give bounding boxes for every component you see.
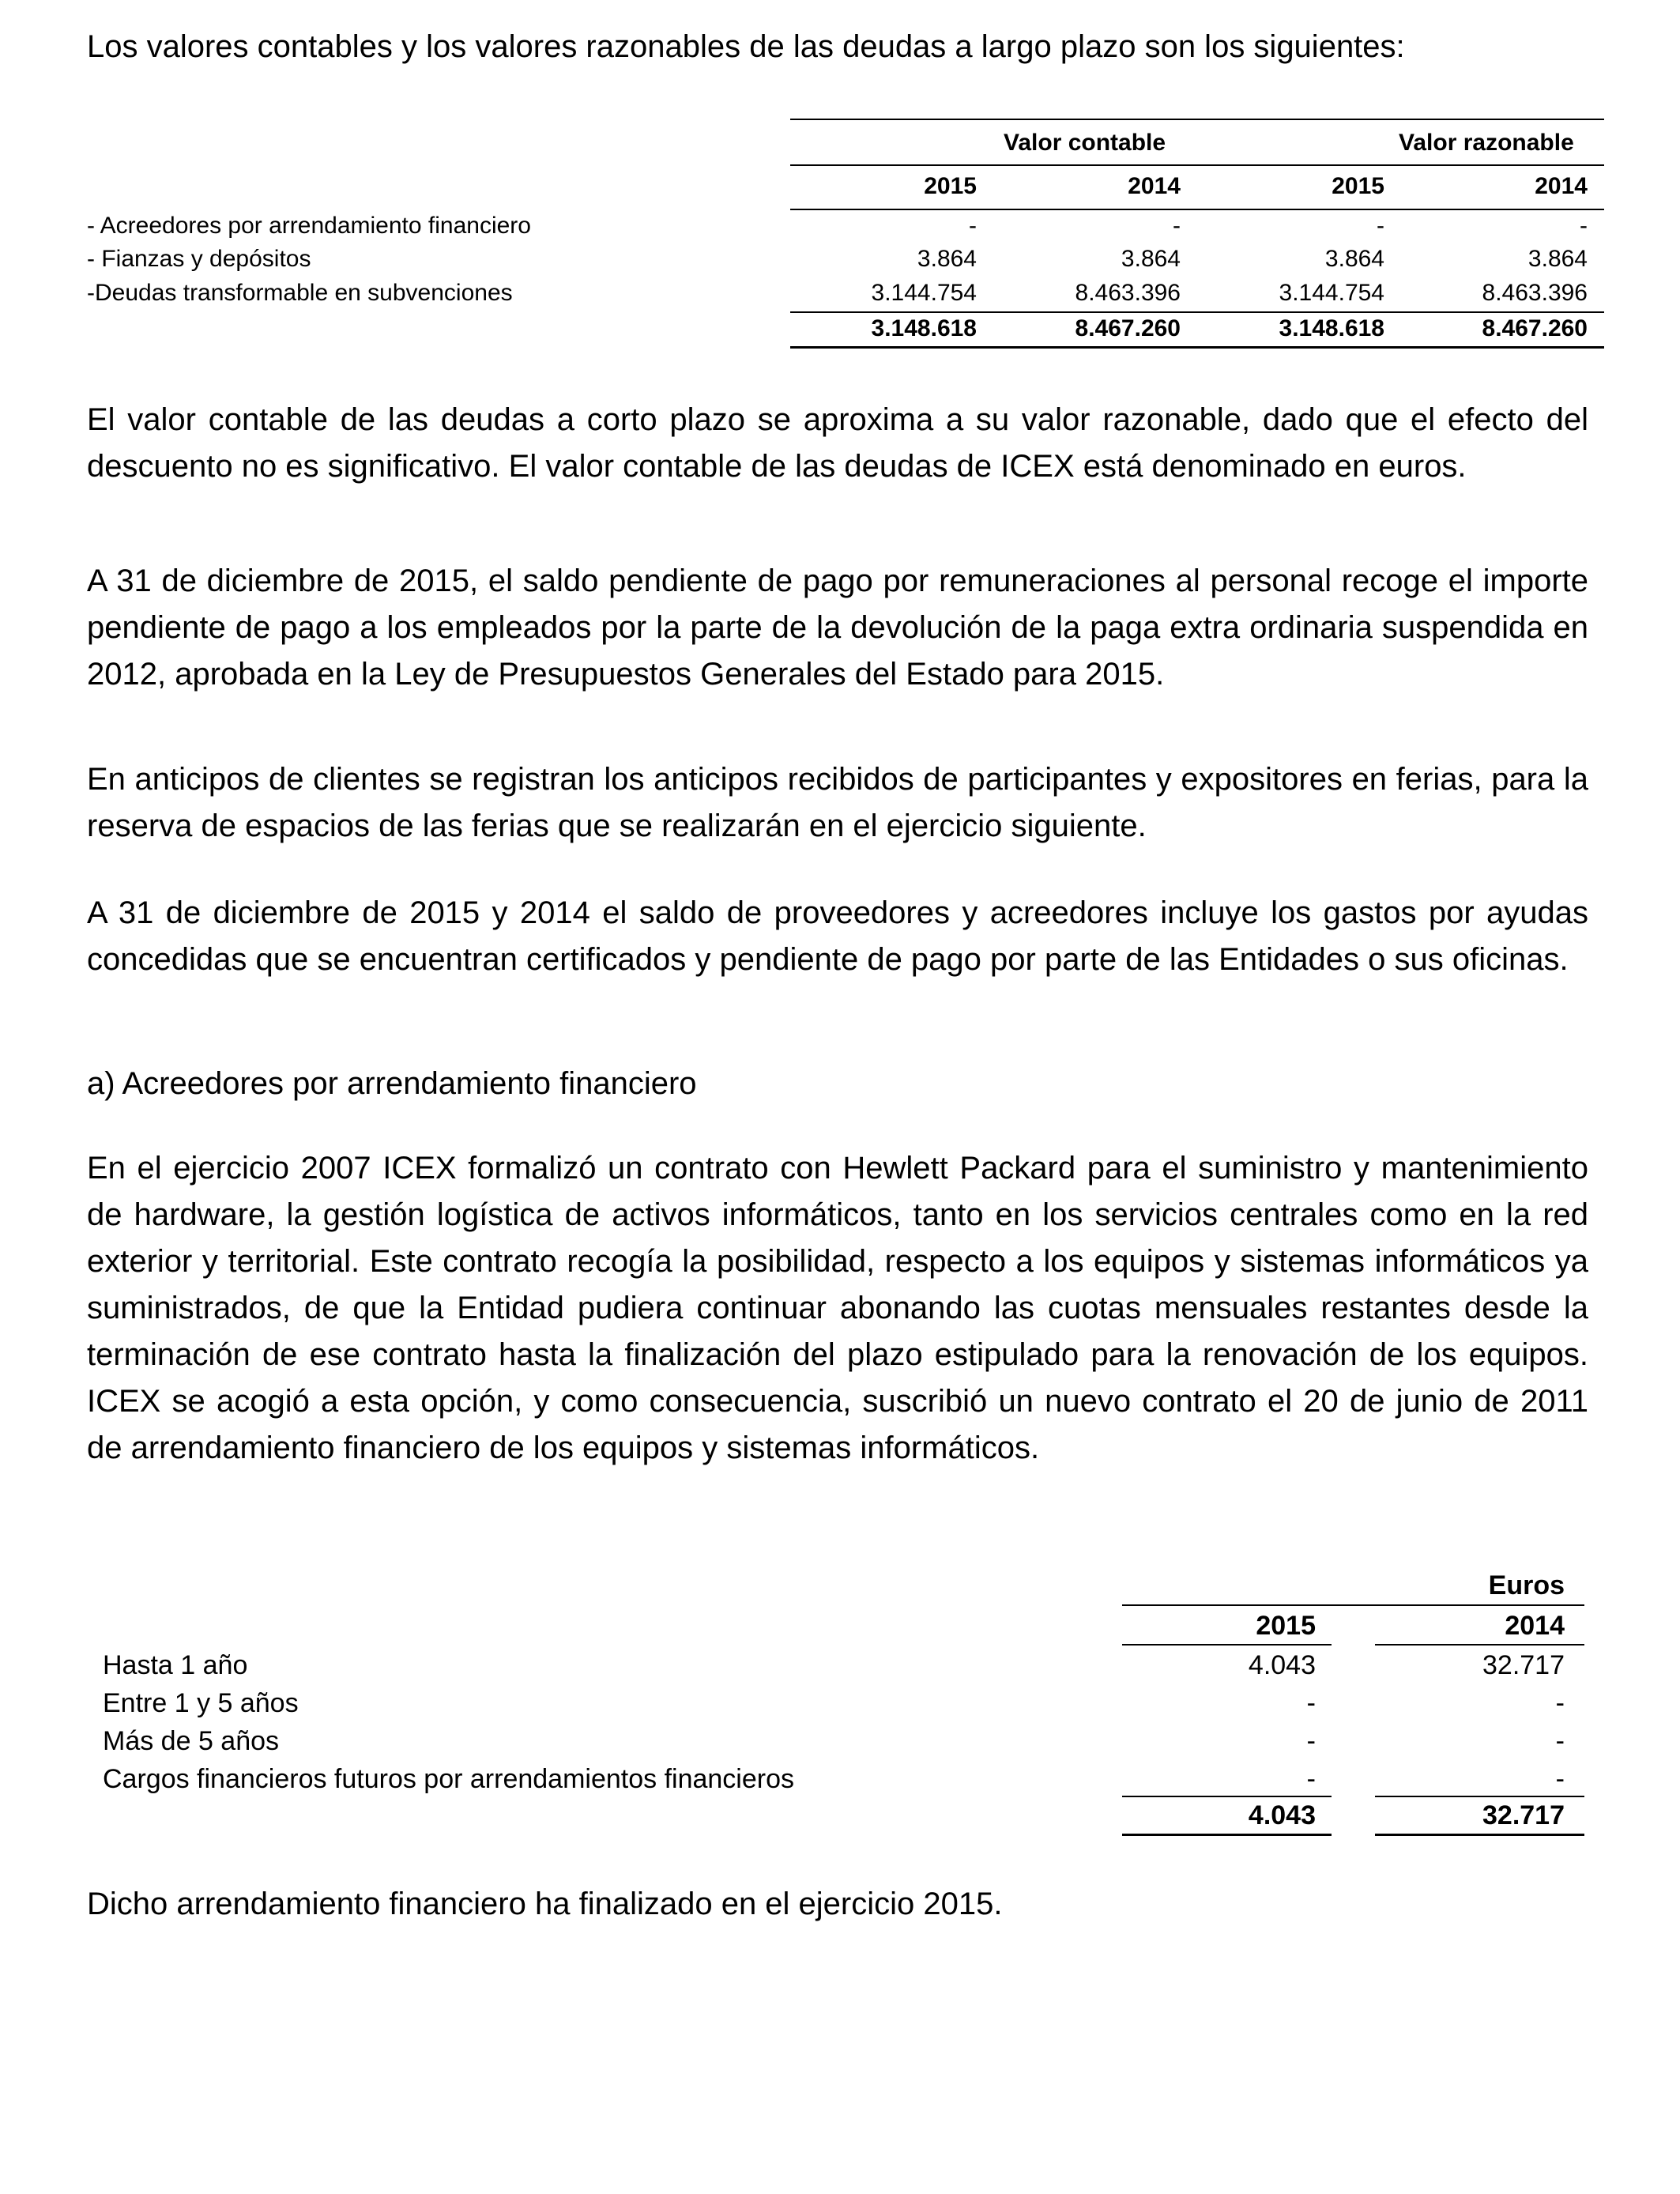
- table-cell: -: [1306, 1688, 1316, 1718]
- table-cell: -: [1555, 1764, 1565, 1794]
- table-cell: -: [1580, 213, 1588, 239]
- total-rule: [1375, 1834, 1584, 1836]
- header-top-rule: [790, 119, 1604, 120]
- table-row-label: Hasta 1 año: [103, 1650, 248, 1680]
- unit-top-rule: [1122, 1604, 1584, 1606]
- year-header: 2014: [1535, 173, 1588, 199]
- table-row-label: - Acreedores por arrendamiento financiero: [87, 213, 531, 239]
- paragraph: En anticipos de clientes se registran los anticipos recibidos de participantes y expositores en ferias, para la reserva de espacios de las ferias que se realizarán en el ejercicio siguiente.: [87, 762, 1588, 843]
- table-total: 3.148.618: [871, 315, 977, 341]
- total-rule: [790, 346, 1604, 349]
- table-cell: -: [1555, 1688, 1565, 1718]
- total-rule: [1122, 1834, 1332, 1836]
- year-header: 2014: [1505, 1611, 1565, 1641]
- table-cell: -: [1306, 1726, 1316, 1756]
- section-heading: a) Acreedores por arrendamiento financiero: [87, 1066, 697, 1101]
- paragraph: A 31 de diciembre de 2015 y 2014 el saldo de proveedores y acreedores incluye los gastos por ayudas concedidas que se encuentran certificados y pendiente de pago por parte de las Entidades o sus oficinas.: [87, 895, 1588, 977]
- year-header: 2015: [1332, 173, 1384, 199]
- table-cell: 3.864: [1527, 246, 1588, 272]
- table-row-label: Entre 1 y 5 años: [103, 1688, 299, 1718]
- table-cell: 3.864: [1121, 246, 1181, 272]
- table-total: 8.467.260: [1482, 315, 1588, 341]
- table-total: 8.467.260: [1075, 315, 1181, 341]
- year-header: 2014: [1128, 173, 1181, 199]
- paragraph: A 31 de diciembre de 2015, el saldo pendiente de pago por remuneraciones al personal recoge el importe pendiente de pago a los empleados por la parte de la devolución de la paga extra ordinaria suspendida en 2012, aprobada en la Ley de Presupuestos Generales del Estado para 2015.: [87, 564, 1588, 692]
- table-row-label: Cargos financieros futuros por arrendamientos financieros: [103, 1764, 795, 1794]
- table-row-label: Más de 5 años: [103, 1726, 280, 1756]
- year-header: 2015: [924, 173, 977, 199]
- paragraph: En el ejercicio 2007 ICEX formalizó un contrato con Hewlett Packard para el suministro y mantenimiento de hardware, la gestión logística de activos informáticos, tanto en los servicios centrales como en la red exterior y territorial. Este contrato recogía la posibilidad, respecto a los equipos y sistemas informáticos ya suministrados, de que la Entidad pudiera continuar abonando las cuotas mensuales restantes desde la terminación de ese contrato hasta la finalización del plazo estipulado para la renovación de los equipos. ICEX se acogió a esta opción, y como consecuencia, suscribió un nuevo contrato el 20 de junio de 2011 de arrendamiento financiero de los equipos y sistemas informáticos.: [87, 1151, 1588, 1465]
- group-header-valor-contable: Valor contable: [1004, 130, 1166, 156]
- subtotal-rule: [790, 311, 1604, 313]
- year-rule: [1375, 1644, 1584, 1646]
- table-cell: 3.864: [1324, 246, 1384, 272]
- years-rule: [790, 209, 1604, 210]
- table-cell: -: [969, 213, 977, 239]
- table-row-label: -Deudas transformable en subvenciones: [87, 280, 513, 306]
- closing-text: Dicho arrendamiento financiero ha finalizado en el ejercicio 2015.: [87, 1887, 1003, 1921]
- table-cell: -: [1555, 1726, 1565, 1756]
- year-rule: [1122, 1644, 1332, 1646]
- table-cell: 8.463.396: [1075, 280, 1181, 306]
- table-cell: 8.463.396: [1482, 280, 1588, 306]
- table-row-label: - Fianzas y depósitos: [87, 246, 311, 272]
- table-total: 4.043: [1248, 1800, 1316, 1830]
- group-header-rule: [790, 164, 1604, 166]
- paragraph: El valor contable de las deudas a corto plazo se aproxima a su valor razonable, dado que el efecto del descuento no es significativo. El valor contable de las deudas de ICEX está denominado en euros.: [87, 402, 1588, 484]
- subtotal-rule: [1375, 1796, 1584, 1797]
- table-total: 32.717: [1482, 1800, 1565, 1830]
- table-cell: 3.144.754: [871, 280, 977, 306]
- table-cell: 3.144.754: [1279, 280, 1384, 306]
- group-header-valor-razonable: Valor razonable: [1399, 130, 1574, 156]
- table-total: 3.148.618: [1279, 315, 1384, 341]
- unit-label: Euros: [1488, 1570, 1565, 1600]
- year-header: 2015: [1256, 1611, 1316, 1641]
- table-cell: -: [1306, 1764, 1316, 1794]
- table-cell: 4.043: [1248, 1650, 1316, 1680]
- table-cell: -: [1377, 213, 1384, 239]
- table-cell: -: [1173, 213, 1181, 239]
- table-cell: 32.717: [1482, 1650, 1565, 1680]
- table-cell: 3.864: [917, 246, 977, 272]
- subtotal-rule: [1122, 1796, 1332, 1797]
- intro-text: Los valores contables y los valores razonables de las deudas a largo plazo son los siguientes:: [87, 29, 1405, 64]
